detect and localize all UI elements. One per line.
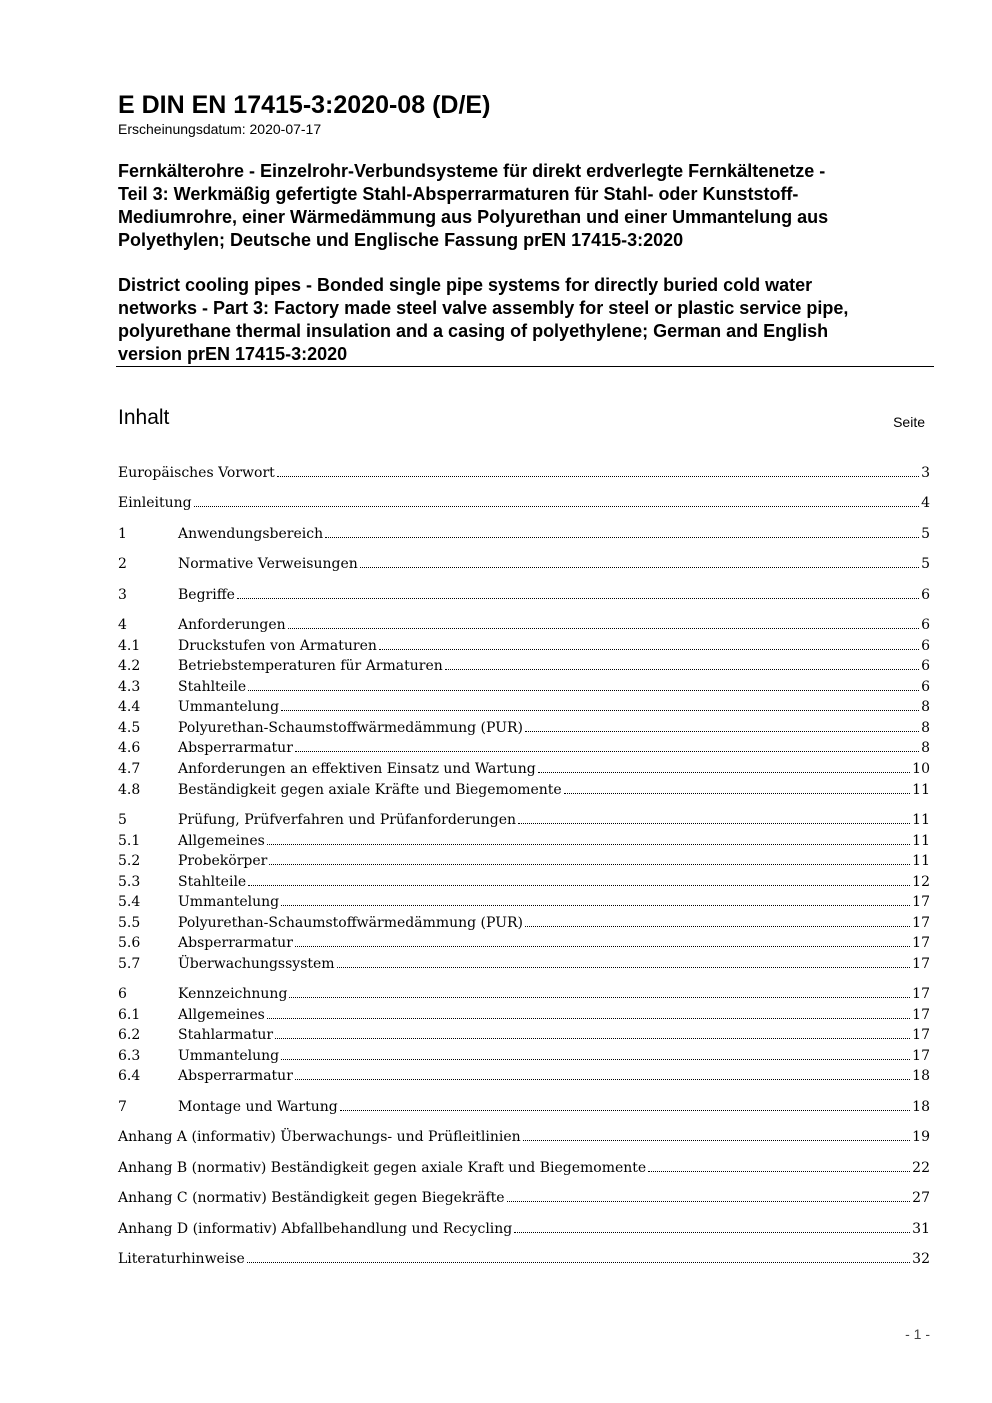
title-german <box>118 160 948 252</box>
toc-entry-label: Anhang C (normativ) Beständigkeit gegen Biegekräfte <box>118 1190 505 1206</box>
title-english-line: networks - Part 3: Factory made steel valve assembly for steel or plastic service pipe, <box>118 298 849 318</box>
toc-dot-leader <box>525 926 910 927</box>
toc-entry[interactable] <box>118 718 930 738</box>
toc-entry[interactable] <box>118 831 930 851</box>
toc-entry-page: 27 <box>912 1190 930 1206</box>
toc-dot-leader <box>237 598 919 599</box>
toc-entry-page: 11 <box>912 833 930 849</box>
toc-entry-page: 17 <box>912 956 930 972</box>
toc-entry-label: Allgemeines <box>178 833 265 849</box>
toc-entry-page: 22 <box>912 1160 930 1176</box>
toc-entry[interactable] <box>118 585 930 605</box>
toc-entry-label: Europäisches Vorwort <box>118 465 275 481</box>
toc-entry-page: 6 <box>921 587 930 603</box>
toc-entry-label: Begriffe <box>178 587 235 603</box>
toc-entry-page: 6 <box>921 638 930 654</box>
toc-dot-leader <box>295 751 919 752</box>
header-divider <box>116 366 934 367</box>
toc-entry[interactable] <box>118 1158 930 1178</box>
toc-entry-number: 4 <box>118 617 127 633</box>
title-english-line: District cooling pipes - Bonded single pipe systems for directly buried cold water <box>118 275 813 295</box>
toc-dot-leader <box>281 710 919 711</box>
toc-dot-leader <box>379 649 919 650</box>
toc-entry[interactable] <box>118 892 930 912</box>
toc-entry-label: Stahlarmatur <box>178 1027 274 1043</box>
toc-entry-label: Kennzeichnung <box>178 986 288 1002</box>
toc-entry-label: Stahlteile <box>178 679 247 695</box>
toc-entry-number: 6.1 <box>118 1007 141 1023</box>
toc-entry[interactable] <box>118 1005 930 1025</box>
toc-entry-number: 5.3 <box>118 874 141 890</box>
toc-entry[interactable] <box>118 524 930 544</box>
publication-date: Erscheinungsdatum: 2020-07-17 <box>118 121 322 137</box>
toc-entry[interactable] <box>118 1127 930 1147</box>
toc-entry[interactable] <box>118 615 930 635</box>
toc-entry[interactable] <box>118 636 930 656</box>
toc-entry-page: 17 <box>912 1048 930 1064</box>
toc-entry-number: 3 <box>118 587 127 603</box>
title-english-line: version prEN 17415-3:2020 <box>118 344 348 364</box>
toc-entry[interactable] <box>118 913 930 933</box>
toc-entry-label: Normative Verweisungen <box>178 556 358 572</box>
toc-entry[interactable] <box>118 810 930 830</box>
toc-entry-label: Absperrarmatur <box>178 740 293 756</box>
toc-heading: Inhalt <box>118 406 170 429</box>
toc-entry-page: 11 <box>912 853 930 869</box>
toc-dot-leader <box>248 885 910 886</box>
toc-dot-leader <box>525 731 919 732</box>
toc-dot-leader <box>337 967 911 968</box>
toc-dot-leader <box>514 1232 910 1233</box>
toc-entry-page: 17 <box>912 915 930 931</box>
toc-entry-page: 5 <box>921 556 930 572</box>
document-id: E DIN EN 17415-3:2020-08 (D/E) <box>118 91 491 119</box>
title-german-line: Mediumrohre, einer Wärmedämmung aus Polyurethan und einer Ummantelung aus <box>118 207 829 227</box>
toc-dot-leader <box>325 537 919 538</box>
toc-entry-label: Ummantelung <box>178 894 280 910</box>
toc-dot-leader <box>248 690 919 691</box>
toc-dot-leader <box>538 772 911 773</box>
toc-entry-number: 6.4 <box>118 1068 141 1084</box>
toc-dot-leader <box>269 864 910 865</box>
toc-entry-page: 3 <box>921 465 930 481</box>
toc-entry[interactable] <box>118 780 930 800</box>
toc-entry-page: 12 <box>912 874 930 890</box>
toc-dot-leader <box>523 1140 911 1141</box>
toc-dot-leader <box>295 946 910 947</box>
toc-entry-number: 5.7 <box>118 956 141 972</box>
toc-entry-page: 6 <box>921 658 930 674</box>
toc-dot-leader <box>281 1059 910 1060</box>
toc-entry[interactable] <box>118 554 930 574</box>
toc-entry[interactable] <box>118 677 930 697</box>
toc-entry-page: 5 <box>921 526 930 542</box>
toc-entry-number: 4.8 <box>118 782 141 798</box>
toc-entry-page: 32 <box>912 1251 930 1267</box>
toc-entry-number: 4.4 <box>118 699 141 715</box>
toc-entry-number: 5.5 <box>118 915 141 931</box>
toc-entry-number: 2 <box>118 556 127 572</box>
toc-dot-leader <box>295 1079 910 1080</box>
toc-entry-page: 17 <box>912 894 930 910</box>
toc-entry-number: 4.6 <box>118 740 141 756</box>
toc-entry-label: Druckstufen von Armaturen <box>178 638 377 654</box>
toc-entry-label: Polyurethan-Schaumstoffwärmedämmung (PUR) <box>178 915 523 931</box>
toc-entry-number: 1 <box>118 526 127 542</box>
toc-entry[interactable] <box>118 933 930 953</box>
title-english-line: polyurethane thermal insulation and a casing of polyethylene; German and English <box>118 321 829 341</box>
toc-entry[interactable] <box>118 1046 930 1066</box>
toc-entry-page: 18 <box>912 1099 930 1115</box>
toc-entry[interactable] <box>118 1219 930 1239</box>
toc-dot-leader <box>247 1262 910 1263</box>
toc-entry[interactable] <box>118 1188 930 1208</box>
toc-entry[interactable] <box>118 954 930 974</box>
toc-dot-leader <box>360 567 919 568</box>
toc-entry-number: 4.3 <box>118 679 141 695</box>
toc-entry-label: Einleitung <box>118 495 192 511</box>
toc-dot-leader <box>518 823 910 824</box>
toc-dot-leader <box>267 844 910 845</box>
toc-entry[interactable] <box>118 738 930 758</box>
toc-entry-page: 8 <box>921 740 930 756</box>
toc-dot-leader <box>648 1171 910 1172</box>
toc-entry-page: 6 <box>921 617 930 633</box>
toc-entry[interactable] <box>118 851 930 871</box>
toc-entry-label: Anforderungen <box>178 617 286 633</box>
toc-entry[interactable] <box>118 493 930 513</box>
toc-entry-page: 11 <box>912 812 930 828</box>
title-german-line: Polyethylen; Deutsche und Englische Fassung prEN 17415-3:2020 <box>118 230 684 250</box>
toc-entry-page: 17 <box>912 986 930 1002</box>
toc-entry-page: 17 <box>912 1027 930 1043</box>
toc-entry-number: 4.5 <box>118 720 141 736</box>
toc-dot-leader <box>564 793 910 794</box>
toc-entry-label: Anforderungen an effektiven Einsatz und Wartung <box>178 761 536 777</box>
title-german-line: Teil 3: Werkmäßig gefertigte Stahl-Absperrarmaturen für Stahl- oder Kunststoff- <box>118 184 799 204</box>
toc-entry[interactable] <box>118 1066 930 1086</box>
toc-entry[interactable] <box>118 656 930 676</box>
toc-entry[interactable] <box>118 759 930 779</box>
toc-dot-leader <box>507 1201 911 1202</box>
toc-dot-leader <box>194 506 920 507</box>
toc-entry-label: Allgemeines <box>178 1007 265 1023</box>
toc-entry-page: 17 <box>912 1007 930 1023</box>
toc-entry-label: Anhang B (normativ) Beständigkeit gegen axiale Kraft und Biegemomente <box>118 1160 647 1176</box>
toc-entry-number: 6.3 <box>118 1048 141 1064</box>
toc-entry[interactable] <box>118 872 930 892</box>
toc-dot-leader <box>340 1110 910 1111</box>
toc-entry-page: 10 <box>912 761 930 777</box>
toc-entry-number: 6 <box>118 986 127 1002</box>
toc-entry-label: Überwachungssystem <box>178 956 335 972</box>
toc-entry-label: Literaturhinweise <box>118 1251 245 1267</box>
toc-entry-label: Absperrarmatur <box>178 935 293 951</box>
toc-entry-label: Ummantelung <box>178 699 280 715</box>
toc-entry-page: 11 <box>912 782 930 798</box>
toc-entry-page: 6 <box>921 679 930 695</box>
toc-entry-number: 5.4 <box>118 894 141 910</box>
toc-entry[interactable] <box>118 697 930 717</box>
toc-entry-page: 17 <box>912 935 930 951</box>
toc-entry-label: Polyurethan-Schaumstoffwärmedämmung (PUR) <box>178 720 523 736</box>
toc-entry-label: Ummantelung <box>178 1048 280 1064</box>
toc-entry-number: 7 <box>118 1099 127 1115</box>
toc-entry-page: 18 <box>912 1068 930 1084</box>
toc-entry-label: Prüfung, Prüfverfahren und Prüfanforderungen <box>178 812 517 828</box>
toc-entry-number: 5.2 <box>118 853 141 869</box>
toc-entry-number: 4.7 <box>118 761 141 777</box>
toc-entry[interactable] <box>118 1249 930 1269</box>
toc-entry-number: 5.6 <box>118 935 141 951</box>
toc-entry[interactable] <box>118 463 930 483</box>
toc-dot-leader <box>288 628 919 629</box>
toc-entry-number: 4.1 <box>118 638 141 654</box>
toc-entry-page: 8 <box>921 699 930 715</box>
toc-entry-label: Probekörper <box>178 853 268 869</box>
toc-entry-label: Absperrarmatur <box>178 1068 293 1084</box>
toc-dot-leader <box>275 1038 910 1039</box>
toc-entry-label: Beständigkeit gegen axiale Kräfte und Biegemomente <box>178 782 562 798</box>
toc-entry[interactable] <box>118 1025 930 1045</box>
toc-dot-leader <box>277 476 919 477</box>
toc-entry-label: Stahlteile <box>178 874 247 890</box>
toc-dot-leader <box>281 905 910 906</box>
toc-entry[interactable] <box>118 984 930 1004</box>
toc-entry-label: Betriebstemperaturen für Armaturen <box>178 658 443 674</box>
footer-page-number: - 1 - <box>905 1326 930 1342</box>
toc-entry[interactable] <box>118 1097 930 1117</box>
toc-entry-page: 31 <box>912 1221 930 1237</box>
title-english <box>118 274 948 366</box>
toc-entry-number: 5 <box>118 812 127 828</box>
toc-entry-number: 5.1 <box>118 833 141 849</box>
toc-dot-leader <box>289 997 910 998</box>
toc-entry-label: Anwendungsbereich <box>178 526 324 542</box>
toc-entry-label: Montage und Wartung <box>178 1099 338 1115</box>
toc-entry-page: 4 <box>921 495 930 511</box>
toc-page-label: Seite <box>893 414 925 430</box>
title-german-line: Fernkälterohre - Einzelrohr-Verbundsysteme für direkt erdverlegte Fernkältenetze - <box>118 161 826 181</box>
toc-entry-label: Anhang A (informativ) Überwachungs- und Prüfleitlinien <box>118 1129 521 1145</box>
toc-entry-number: 4.2 <box>118 658 141 674</box>
toc-entry-page: 8 <box>921 720 930 736</box>
toc-dot-leader <box>445 669 919 670</box>
toc-entry-page: 19 <box>912 1129 930 1145</box>
toc-entry-number: 6.2 <box>118 1027 141 1043</box>
toc-entry-label: Anhang D (informativ) Abfallbehandlung und Recycling <box>118 1221 513 1237</box>
toc-dot-leader <box>267 1018 910 1019</box>
